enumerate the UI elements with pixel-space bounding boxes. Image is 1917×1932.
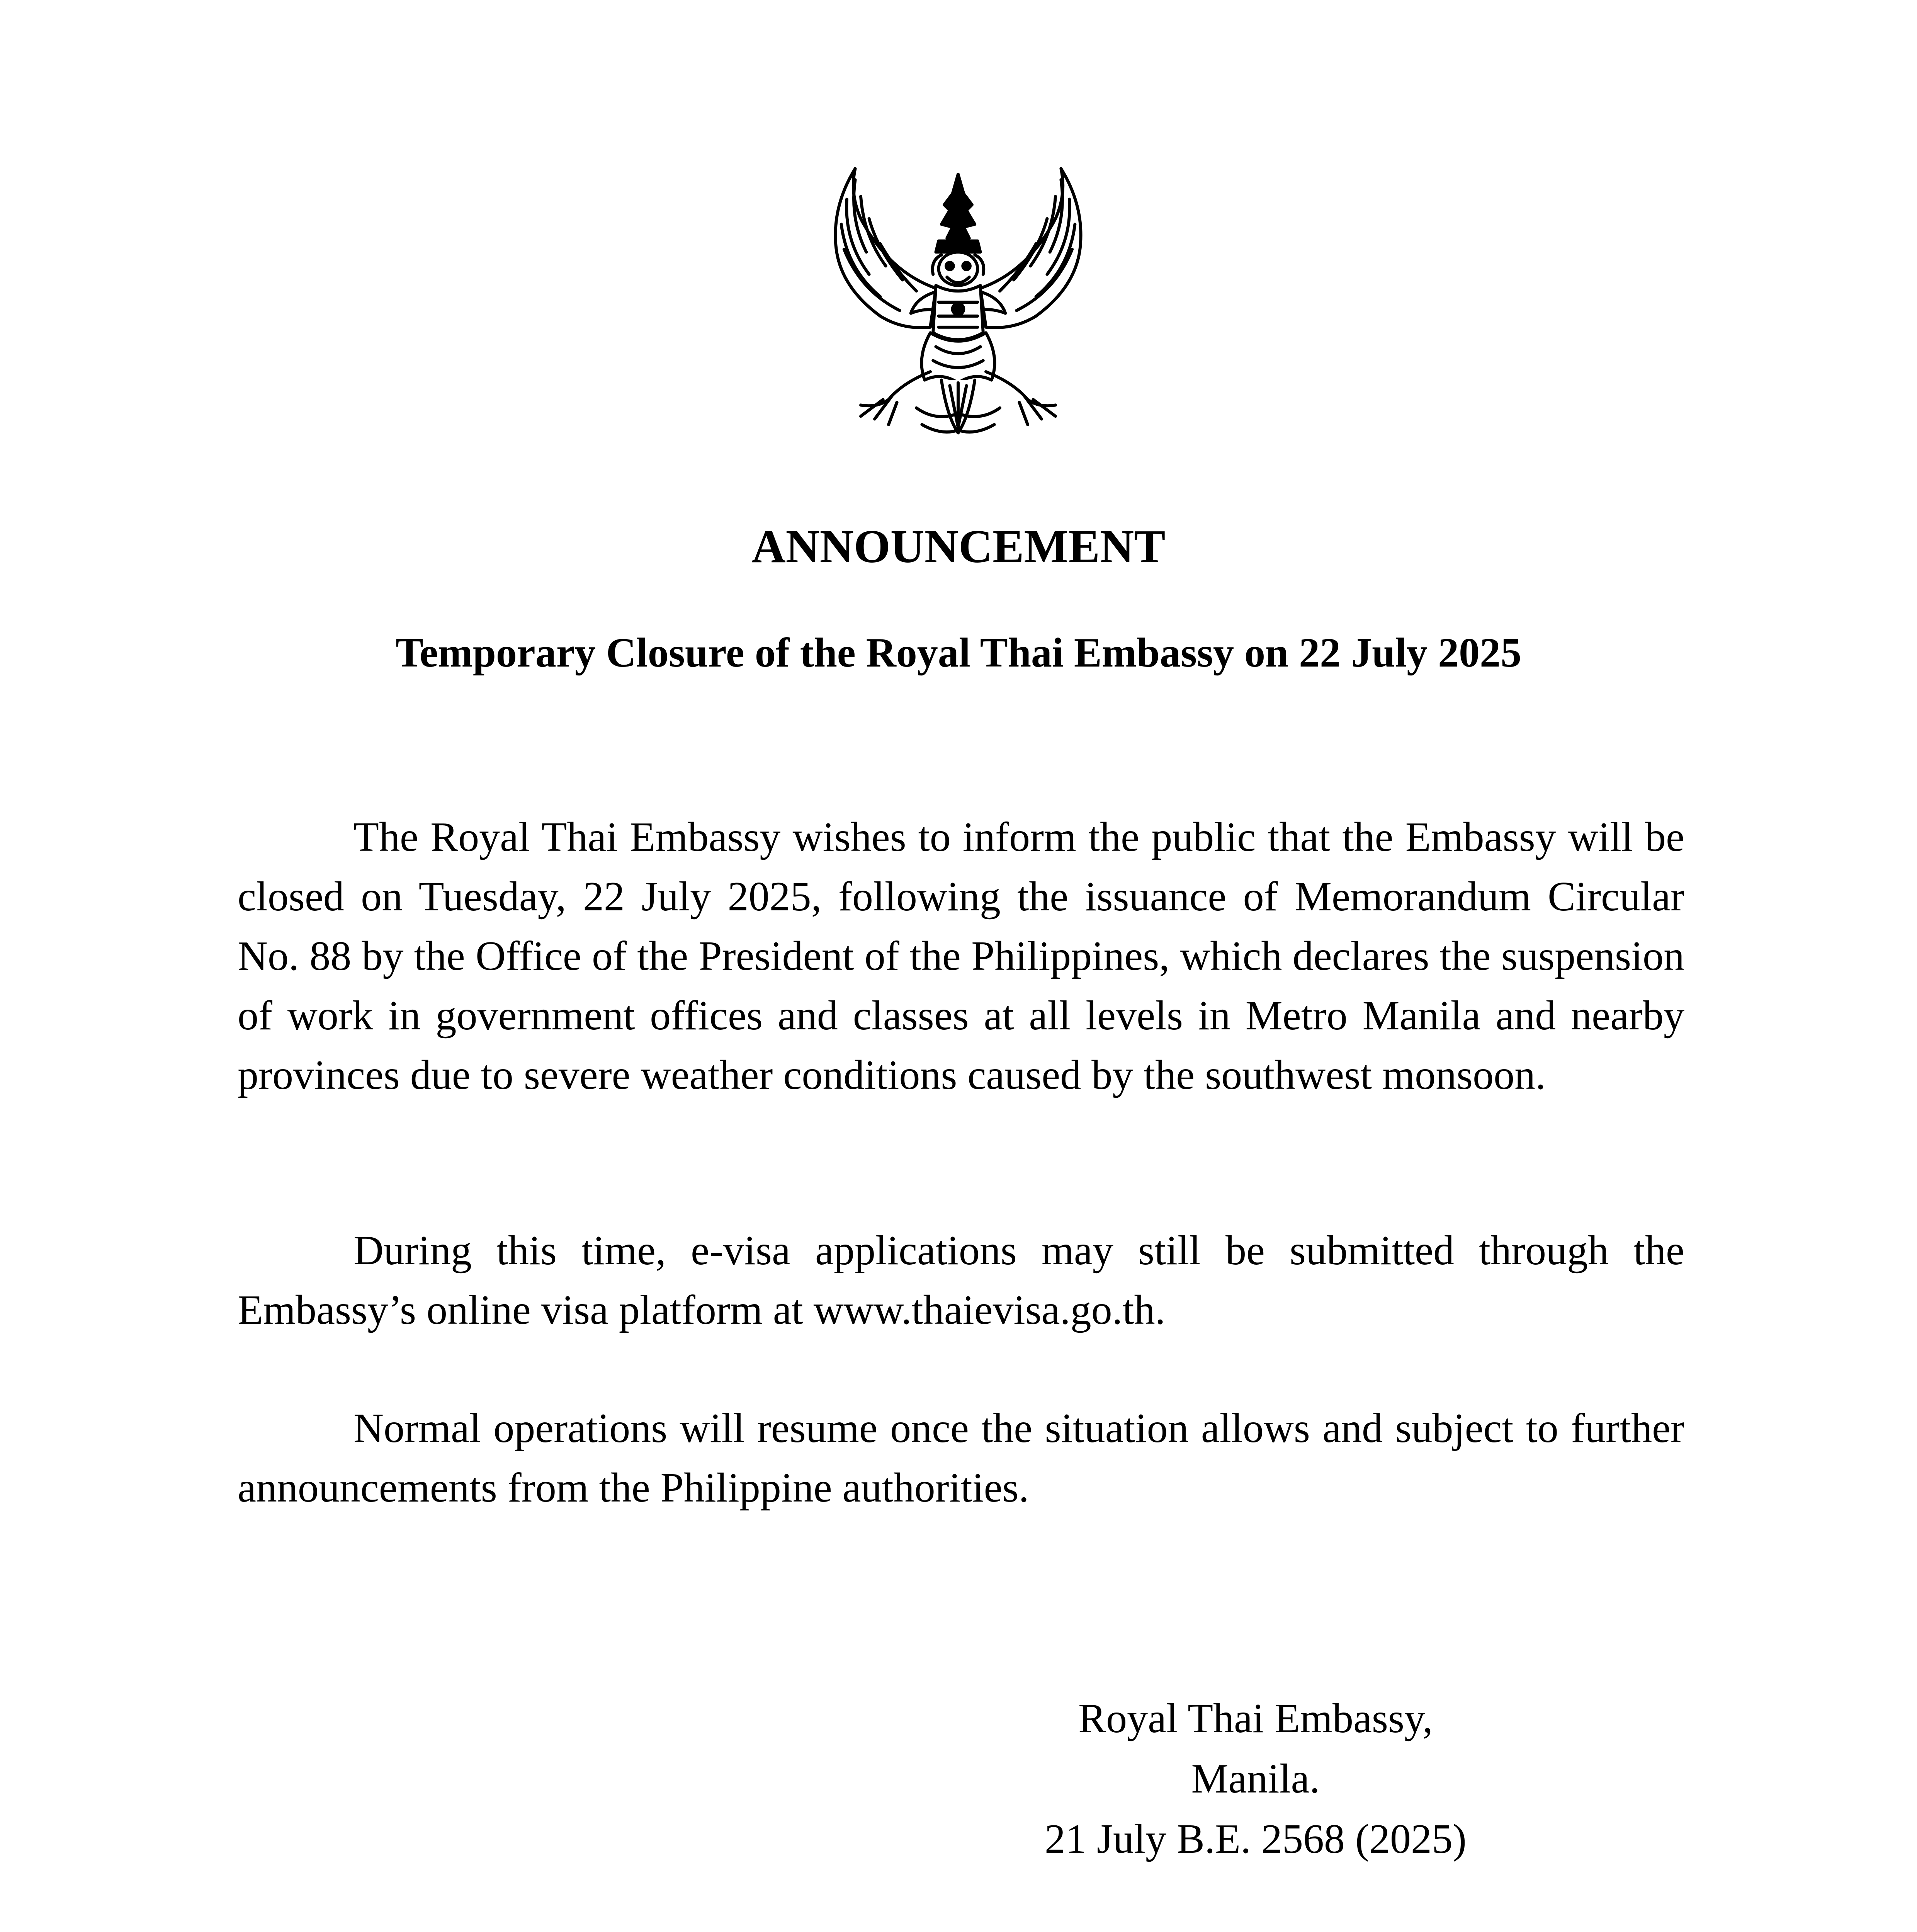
paragraph-closure-notice: The Royal Thai Embassy wishes to inform the public that the Embassy will be closed on Tuesday, 22 July 2025, following the issuance of Memorandum Circular No. 88 by the Office of the President of the Philippines, which declares the suspension of work in government offices and classes at all levels in Metro Manila and nearby provinces due to severe weather conditions caused by the southwest monsoon.: [238, 814, 1684, 1098]
announcement-title: ANNOUNCEMENT: [751, 520, 1166, 573]
signature-organization: Royal Thai Embassy,: [1078, 1696, 1433, 1742]
signature-city: Manila.: [1191, 1756, 1320, 1802]
paragraph-resume-operations: Normal operations will resume once the situation allows and subject to further announcements from the Philippine authorities.: [238, 1405, 1684, 1511]
signature-block: [985, 1689, 1526, 1869]
announcement-subtitle: Temporary Closure of the Royal Thai Embassy on 22 July 2025: [395, 630, 1522, 676]
signature-date: 21 July B.E. 2568 (2025): [1045, 1816, 1467, 1862]
paragraph-evisa-info: During this time, e-visa applications may still be submitted through the Embassy’s online visa platform at www.thaievisa.go.th.: [238, 1228, 1684, 1333]
garuda-emblem-icon: [819, 162, 1097, 456]
